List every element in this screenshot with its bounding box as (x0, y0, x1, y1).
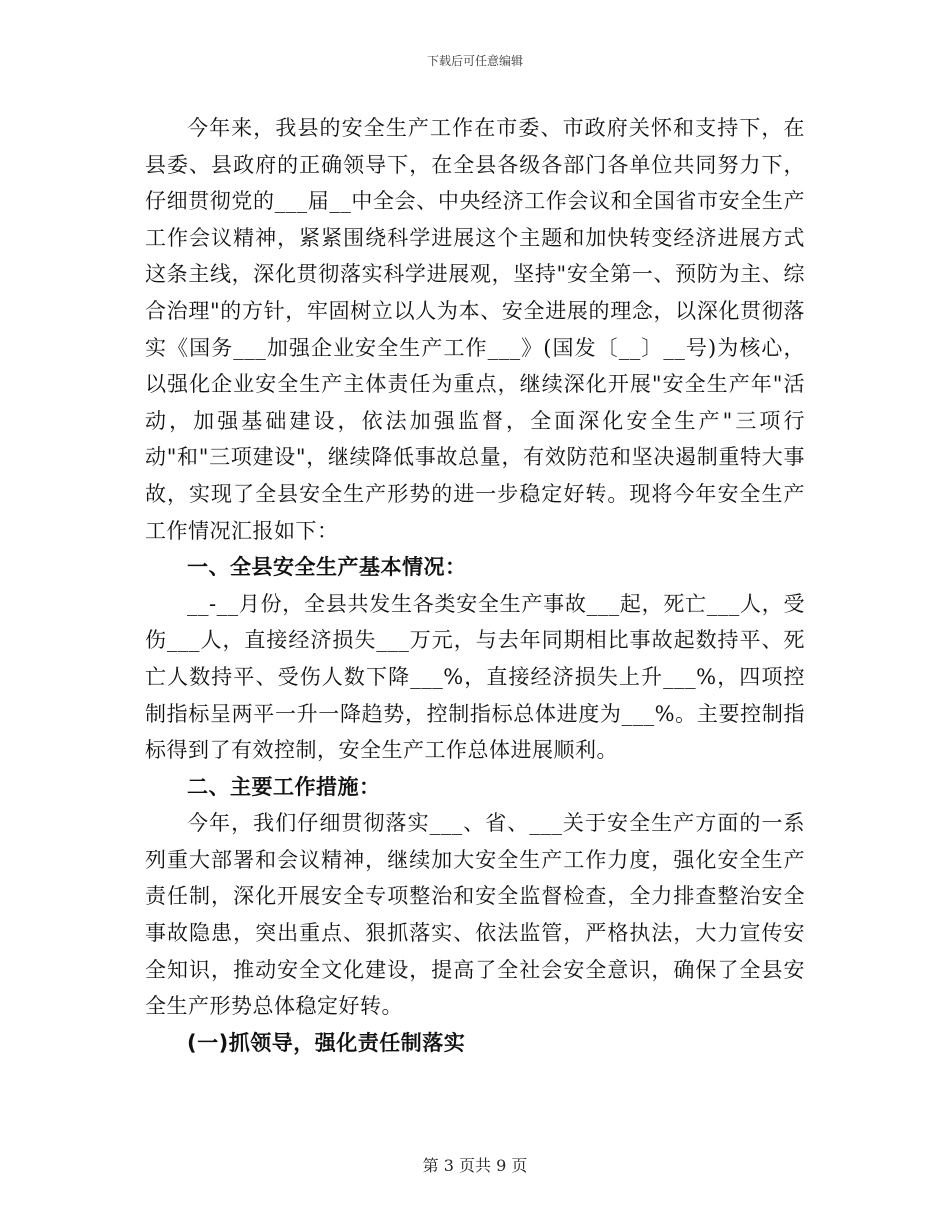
section-1-heading: 一、全县安全生产基本情况： (187, 555, 467, 580)
section-1-paragraph: __-__月份，全县共发生各类安全生产事故___起，死亡___人，受伤___人，直接经济损失___万元，与去年同期相比事故起数持平、死亡人数持平、受伤人数下降___%，直接经济损失上升___%，四项控制指标呈两平一升一降趋势，控制指标总体进度为___%。主要控制指标得到了有效控制，安全生产工作总体进展顺利。 (145, 591, 805, 763)
subsection-1-heading: (一)抓领导，强化责任制落实 (187, 1030, 466, 1055)
section-2-paragraph: 今年，我们仔细贯彻落实___、省、___关于安全生产方面的一系列重大部署和会议精神，继续加大安全生产工作力度，强化安全生产责任制，深化开展安全专项整治和安全监督检查，全力排查整治安全事故隐患，突出重点、狠抓落实、依法监管，严格执法，大力宣传安全知识，推动安全文化建设，提高了全社会安全意识，确保了全县安全生产形势总体稳定好转。 (145, 811, 805, 1019)
page-header: 下载后可任意编辑 (426, 54, 523, 68)
document-body (145, 110, 805, 1061)
page-number: 第 3 页共 9 页 (422, 1156, 528, 1175)
intro-paragraph: 今年来，我县的安全生产工作在市委、市政府关怀和支持下，在县委、县政府的正确领导下，在全县各级各部门各单位共同努力下，仔细贯彻党的___届__中全会、中央经济工作会议和全国省市安全生产工作会议精神，紧紧围绕科学进展这个主题和加快转变经济进展方式这条主线，深化贯彻落实科学进展观，坚持"安全第一、预防为主、综合治理"的方针，牢固树立以人为本、安全进展的理念，以深化贯彻落实《国务___加强企业安全生产工作___》(国发〔__〕__号)为核心，以强化企业安全生产主体责任为重点，继续深化开展"安全生产年"活动，加强基础建设，依法加强监督，全面深化安全生产"三项行动"和"三项建设"，继续降低事故总量，有效防范和坚决遏制重特大事故，实现了全县安全生产形势的进一步稳定好转。现将今年安全生产工作情况汇报如下： (145, 116, 805, 543)
section-2-heading: 二、主要工作措施： (187, 774, 381, 799)
